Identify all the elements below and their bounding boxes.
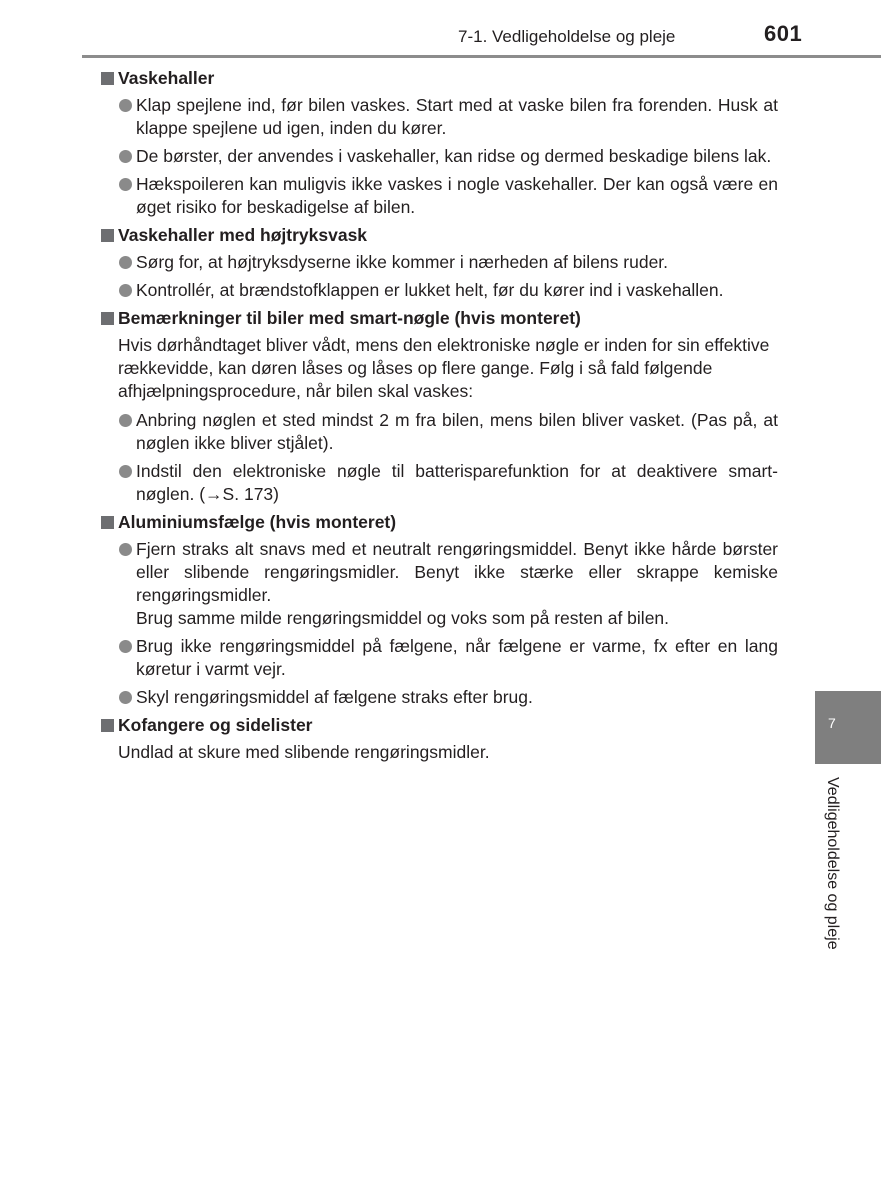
circle-bullet-icon: [119, 99, 132, 112]
section-heading-text: Aluminiumsfælge (hvis monteret): [118, 512, 397, 532]
list-item: [101, 279, 778, 302]
list-item-text: Klap spejlene ind, før bilen vaskes. Start med at vaske bilen fra forenden. Husk at klappe spejlene ud igen, inden du kører.: [136, 95, 778, 138]
section-heading-text: Bemærkninger til biler med smart-nøgle (hvis monteret): [118, 308, 581, 328]
section-heading: [101, 511, 778, 534]
list-item-text: De børster, der anvendes i vaskehaller, kan ridse og dermed beskadige bilens lak.: [136, 146, 772, 166]
square-bullet-icon: [101, 312, 114, 325]
circle-bullet-icon: [119, 640, 132, 653]
list-item: [101, 173, 778, 219]
list-item-text: Hækspoileren kan muligvis ikke vaskes i nogle vaskehaller. Der kan også være en øget risiko for beskadigelse af bilen.: [136, 174, 778, 217]
list-item-text: Brug ikke rengøringsmiddel på fælgene, når fælgene er varme, fx efter en lang køretur i varmt vejr.: [136, 636, 778, 679]
section-heading-text: Vaskehaller: [118, 68, 215, 88]
section-paragraph: Undlad at skure med slibende rengøringsmidler.: [118, 742, 490, 762]
square-bullet-icon: [101, 516, 114, 529]
page-content: [101, 67, 778, 770]
list-item-text: Fjern straks alt snavs med et neutralt rengøringsmiddel. Benyt ikke hårde børster eller slibende rengøringsmidler. Benyt ikke stærke eller skrappe kemiske rengøringsmidler.: [136, 539, 778, 605]
list-item-text: Anbring nøglen et sted mindst 2 m fra bilen, mens bilen bliver vasket. (Pas på, at nøglen ikke bliver stjålet).: [136, 410, 778, 453]
list-item-text: Skyl rengøringsmiddel af fælgene straks efter brug.: [136, 687, 533, 707]
circle-bullet-icon: [119, 178, 132, 191]
chapter-tab-number: 7: [828, 715, 836, 731]
header-title: 7-1. Vedligeholdelse og pleje: [458, 27, 676, 46]
circle-bullet-icon: [119, 284, 132, 297]
chapter-tab-label: Vedligeholdelse og pleje: [824, 777, 841, 950]
list-item: [101, 635, 778, 681]
list-item-text: Sørg for, at højtryksdyserne ikke kommer i nærheden af bilens ruder.: [136, 252, 669, 272]
header-divider: [82, 55, 881, 58]
section-paragraph: Hvis dørhåndtaget bliver vådt, mens den elektroniske nøgle er inden for sin effektive rækkevidde, kan døren låses og låses op flere gange. Følg i så fald følgende afhjælpningsprocedure, når bilen skal vaskes:: [118, 335, 770, 401]
chapter-tab: [815, 691, 881, 764]
list-item: [101, 251, 778, 274]
list-item: [101, 686, 778, 709]
circle-bullet-icon: [119, 256, 132, 269]
section: [101, 224, 778, 302]
section: [101, 714, 778, 764]
section: [101, 67, 778, 219]
page-number: 601: [764, 21, 803, 46]
circle-bullet-icon: [119, 543, 132, 556]
section-heading-text: Vaskehaller med højtryksvask: [118, 225, 368, 245]
section-heading: [101, 67, 778, 90]
section-heading-text: Kofangere og sidelister: [118, 715, 313, 735]
list-item-text: Kontrollér, at brændstofklappen er lukket helt, før du kører ind i vaskehallen.: [136, 280, 724, 300]
circle-bullet-icon: [119, 150, 132, 163]
section: [101, 511, 778, 709]
list-item-text: Indstil den elektroniske nøgle til batterisparefunktion for at deaktivere smart-nøglen. (→S. 173): [136, 461, 778, 504]
section-heading: [101, 714, 778, 737]
list-item-text: Brug samme milde rengøringsmiddel og voks som på resten af bilen.: [136, 608, 670, 628]
list-item: [101, 94, 778, 140]
circle-bullet-icon: [119, 414, 132, 427]
section-heading: [101, 307, 778, 330]
list-item: [101, 460, 778, 506]
square-bullet-icon: [101, 229, 114, 242]
list-item: [101, 145, 778, 168]
list-item: [101, 538, 778, 630]
circle-bullet-icon: [119, 691, 132, 704]
circle-bullet-icon: [119, 465, 132, 478]
section: [101, 307, 778, 506]
square-bullet-icon: [101, 72, 114, 85]
section-heading: [101, 224, 778, 247]
list-item: [101, 409, 778, 455]
square-bullet-icon: [101, 719, 114, 732]
